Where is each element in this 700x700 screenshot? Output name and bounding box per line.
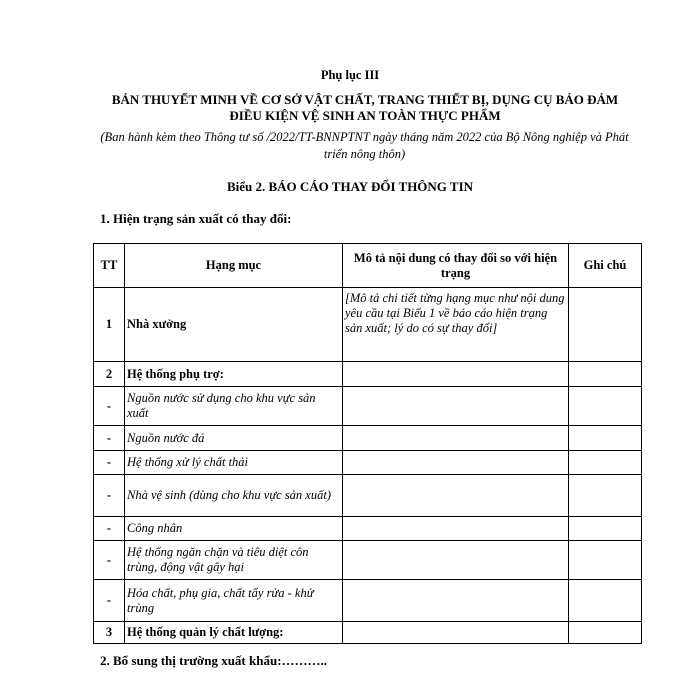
row-description — [343, 362, 569, 387]
row-item: Hệ thống phụ trợ: — [125, 362, 343, 387]
table-row — [94, 517, 642, 541]
row-number: - — [94, 426, 125, 451]
section-2-heading: 2. Bổ sung thị trường xuất khẩu:……….. — [100, 653, 328, 668]
header-tt: TT — [94, 244, 125, 288]
row-description — [343, 475, 569, 517]
section-1-heading: 1. Hiện trạng sản xuất có thay đổi: — [100, 211, 292, 226]
row-note — [569, 387, 642, 426]
table-row — [94, 580, 642, 622]
row-description — [343, 580, 569, 622]
header-item: Hạng mục — [125, 244, 343, 288]
row-item: Hóa chất, phụ gia, chất tẩy rửa - khử trùng — [125, 580, 343, 622]
row-item: Hệ thống ngăn chặn và tiêu diệt côn trùng, động vật gây hại — [125, 541, 343, 580]
row-number: - — [94, 541, 125, 580]
row-note — [569, 541, 642, 580]
row-item: Công nhân — [125, 517, 343, 541]
row-note — [569, 475, 642, 517]
table-row — [94, 387, 642, 426]
header-note: Ghi chú — [569, 244, 642, 288]
table-row — [94, 541, 642, 580]
header-description: Mô tả nội dung có thay đổi so với hiện trạng — [343, 244, 569, 288]
document-title: BẢN THUYẾT MINH VỀ CƠ SỞ VẬT CHẤT, TRANG THIẾT BỊ, DỤNG CỤ BẢO ĐẢM ĐIỀU KIỆN VỆ SINH AN TOÀN THỰC PHẨM — [111, 92, 619, 123]
row-description — [343, 517, 569, 541]
row-item: Nguồn nước đá — [125, 426, 343, 451]
table-row — [94, 362, 642, 387]
table-row — [94, 288, 642, 362]
row-note — [569, 451, 642, 475]
row-item: Hệ thống quản lý chất lượng: — [125, 622, 343, 644]
table-row — [94, 451, 642, 475]
row-description: [Mô tả chi tiết từng hạng mục như nội dung yêu cầu tại Biểu 1 về báo cáo hiện trạng sản xuất; lý do có sự thay đổi] — [343, 288, 569, 362]
row-number: - — [94, 475, 125, 517]
row-number: - — [94, 580, 125, 622]
row-number: - — [94, 387, 125, 426]
row-item: Hệ thống xử lý chất thải — [125, 451, 343, 475]
row-description — [343, 622, 569, 644]
table-row — [94, 475, 642, 517]
row-description — [343, 426, 569, 451]
row-item: Nguồn nước sử dụng cho khu vực sản xuất — [125, 387, 343, 426]
row-item: Nhà xưởng — [125, 288, 343, 362]
table-row — [94, 426, 642, 451]
row-description — [343, 387, 569, 426]
table-header-row — [94, 244, 642, 288]
appendix-label: Phụ lục III — [320, 68, 380, 82]
row-number: 1 — [94, 288, 125, 362]
row-note — [569, 622, 642, 644]
row-item: Nhà vệ sinh (dùng cho khu vực sản xuất) — [125, 475, 343, 517]
row-number: - — [94, 517, 125, 541]
issued-note: (Ban hành kèm theo Thông tư số /2022/TT-BNNPTNT ngày tháng năm 2022 của Bộ Nông nghiệp và Phát triển nông thôn) — [100, 130, 629, 161]
row-number: - — [94, 451, 125, 475]
form-title: Biểu 2. BÁO CÁO THAY ĐỔI THÔNG TIN — [226, 179, 474, 194]
table-row — [94, 622, 642, 644]
row-description — [343, 541, 569, 580]
change-report-table — [93, 243, 642, 644]
row-number: 3 — [94, 622, 125, 644]
row-note — [569, 580, 642, 622]
row-note — [569, 362, 642, 387]
row-note — [569, 288, 642, 362]
row-description — [343, 451, 569, 475]
row-note — [569, 517, 642, 541]
row-note — [569, 426, 642, 451]
row-number: 2 — [94, 362, 125, 387]
